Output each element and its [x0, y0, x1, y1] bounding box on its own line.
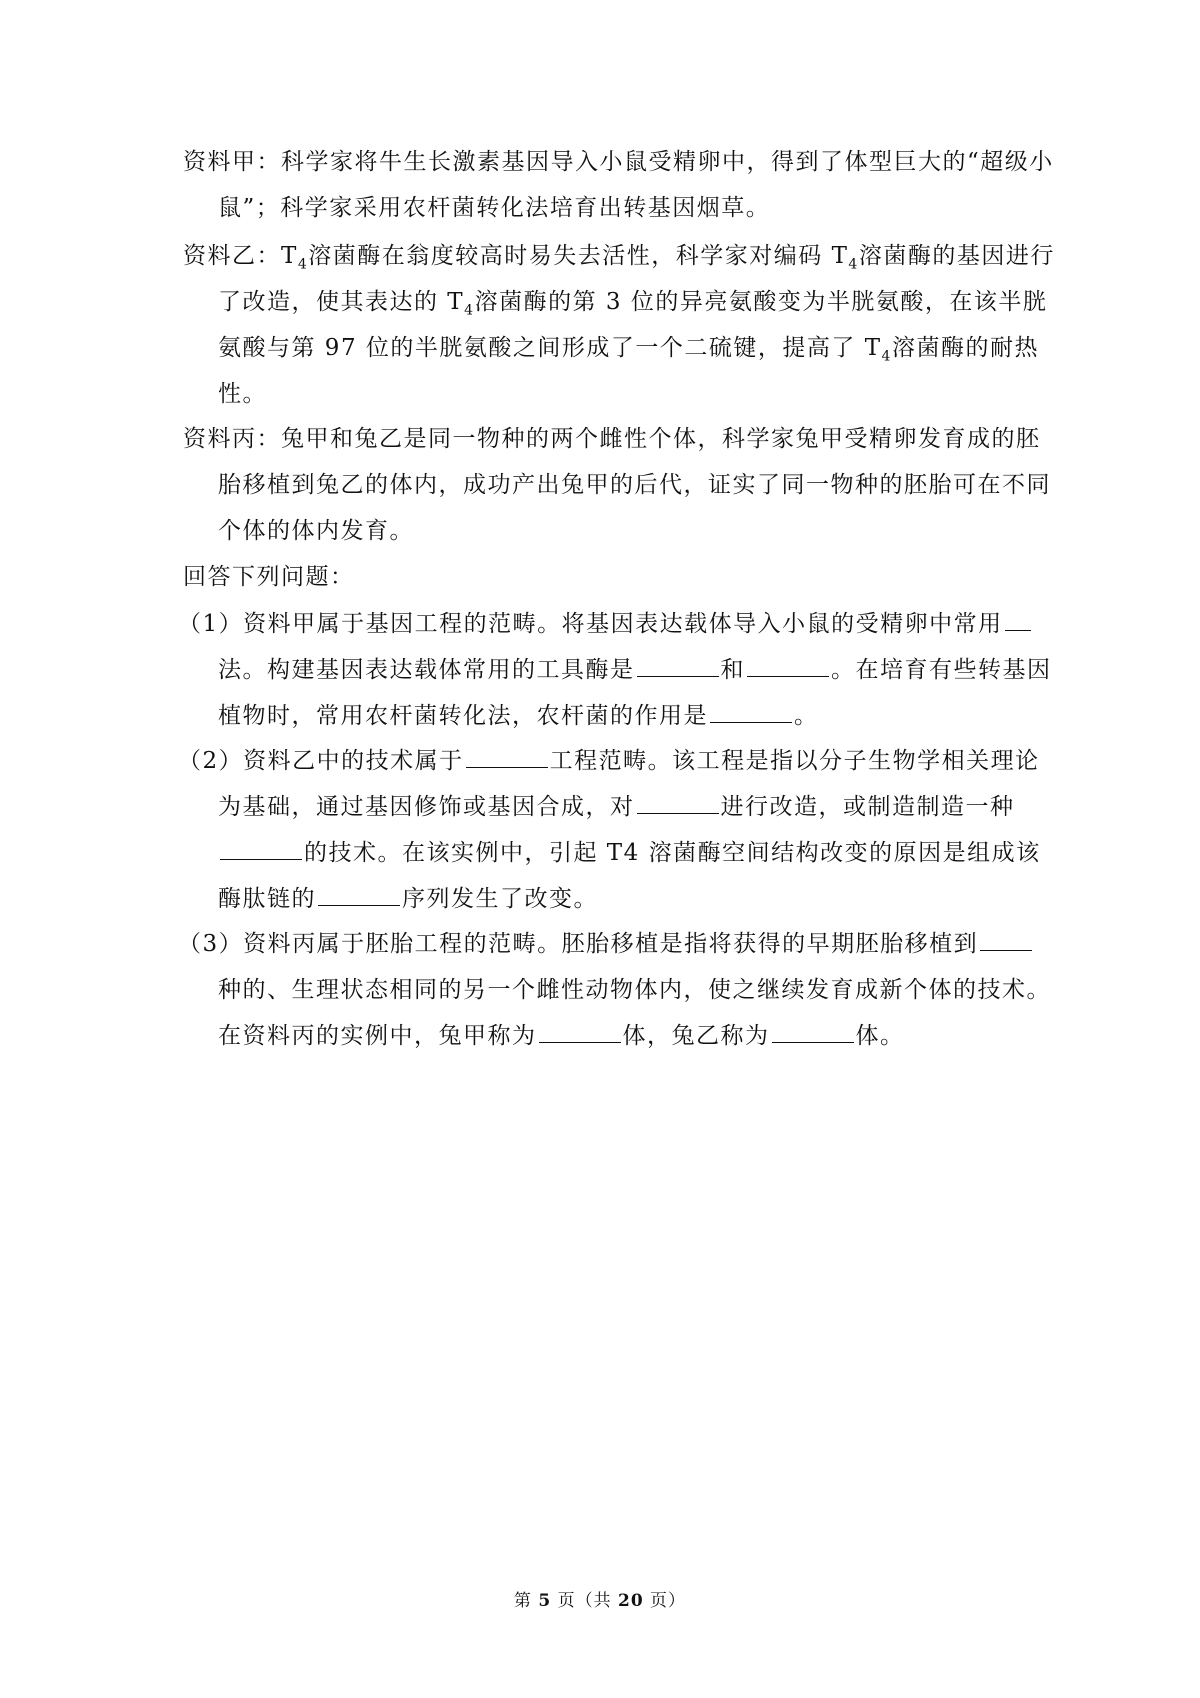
footer-text: 页（共 — [551, 1591, 618, 1611]
subscript: 4 — [464, 302, 475, 319]
total-pages: 20 — [617, 1591, 644, 1611]
subscript: 4 — [848, 256, 859, 273]
question-text: 资料甲属于基因工程的范畴。将基因表达载体导入小鼠的受精卵中常用 — [243, 611, 1003, 637]
material-b — [183, 233, 1058, 417]
question-number: （2） — [178, 748, 244, 774]
answer-blank[interactable] — [466, 743, 548, 768]
question-text: 的技术。在该实例中，引起 T4 溶菌酶空间结构改变的原因是组成该酶肽链的 — [218, 840, 1041, 912]
question-text: 工程范畴。该工程是指以分子生物学相关理论为基础，通过基因修饰或基因合成，对 — [218, 748, 1040, 820]
question-text: 进行改造，或制造制造一种 — [720, 794, 1015, 820]
answer-blank[interactable] — [637, 789, 719, 814]
material-c-text: 兔甲和兔乙是同一物种的两个雌性个体，科学家兔甲受精卵发育成的胚胎移植到兔乙的体内，成功产出兔甲的后代，证实了同一物种的胚胎可在不同个体的体内发育。 — [218, 426, 1051, 544]
page-footer — [0, 1586, 1200, 1611]
answer-blank[interactable] — [772, 1018, 854, 1043]
material-a — [183, 139, 1058, 231]
answer-blank[interactable] — [747, 652, 829, 677]
footer-text: 第 — [513, 1591, 539, 1611]
subscript: 4 — [297, 256, 309, 273]
question-number: （1） — [178, 611, 244, 637]
answer-blank[interactable] — [1005, 606, 1031, 631]
question-prompt: 回答下列问题： — [183, 564, 355, 590]
answer-blank[interactable] — [220, 835, 302, 860]
question-text: 。 — [794, 703, 819, 729]
answer-blank[interactable] — [539, 1018, 621, 1043]
footer-text: 页） — [643, 1591, 687, 1611]
question-text: 序列发生了改变。 — [402, 886, 598, 912]
material-b-text: 溶菌酶在翁度较高时易失去活性，科学家对编码 T — [308, 243, 849, 269]
answer-blank[interactable] — [980, 926, 1032, 951]
question-text: 种的、生理状态相同的另一个雌性动物体内，使之继续发育成新个体的技术。在资料丙的实例中，兔甲称为 — [218, 977, 1051, 1049]
answer-blank[interactable] — [318, 881, 400, 906]
question-number: （3） — [178, 931, 244, 957]
material-b-label: 资料乙： — [183, 243, 281, 269]
material-b-text: 溶菌酶的第 3 位的异亮氨酸变为半胱氨酸，在该半胱氨酸与第 97 位的半胱氨酸之间形成了一个二硫键，提高了 T — [218, 289, 1048, 361]
question-2 — [178, 738, 1058, 922]
question-text: 资料乙中的技术属于 — [243, 748, 464, 774]
material-c-label: 资料丙： — [183, 426, 281, 452]
material-c — [183, 416, 1058, 554]
question-3 — [178, 921, 1058, 1059]
question-text: 法。构建基因表达载体常用的工具酶是 — [218, 657, 635, 683]
answer-blank[interactable] — [710, 698, 792, 723]
material-a-label: 资料甲： — [183, 149, 281, 175]
material-a-text: 科学家将牛生长激素基因导入小鼠受精卵中，得到了体型巨大的“超级小鼠”；科学家采用农杆菌转化法培育出转基因烟草。 — [218, 149, 1054, 221]
question-text: 和 — [720, 657, 745, 683]
material-b-text: 溶菌酶的基因进行了改造，使其表达的 T — [218, 243, 1055, 315]
question-text: 。在培育有些转基因植物时，常用农杆菌转化法，农杆菌的作用是 — [218, 657, 1052, 729]
question-text: 资料丙属于胚胎工程的范畴。胚胎移植是指将获得的早期胚胎移植到 — [243, 931, 979, 957]
question-1 — [178, 601, 1058, 739]
material-b-text: T — [281, 243, 298, 269]
answer-blank[interactable] — [637, 652, 719, 677]
question-text: 体。 — [855, 1023, 905, 1049]
page-number: 5 — [538, 1591, 552, 1611]
subscript: 4 — [881, 348, 892, 365]
material-b-text: 溶菌酶的耐热性。 — [218, 335, 1039, 407]
question-text: 体，兔乙称为 — [622, 1023, 770, 1049]
